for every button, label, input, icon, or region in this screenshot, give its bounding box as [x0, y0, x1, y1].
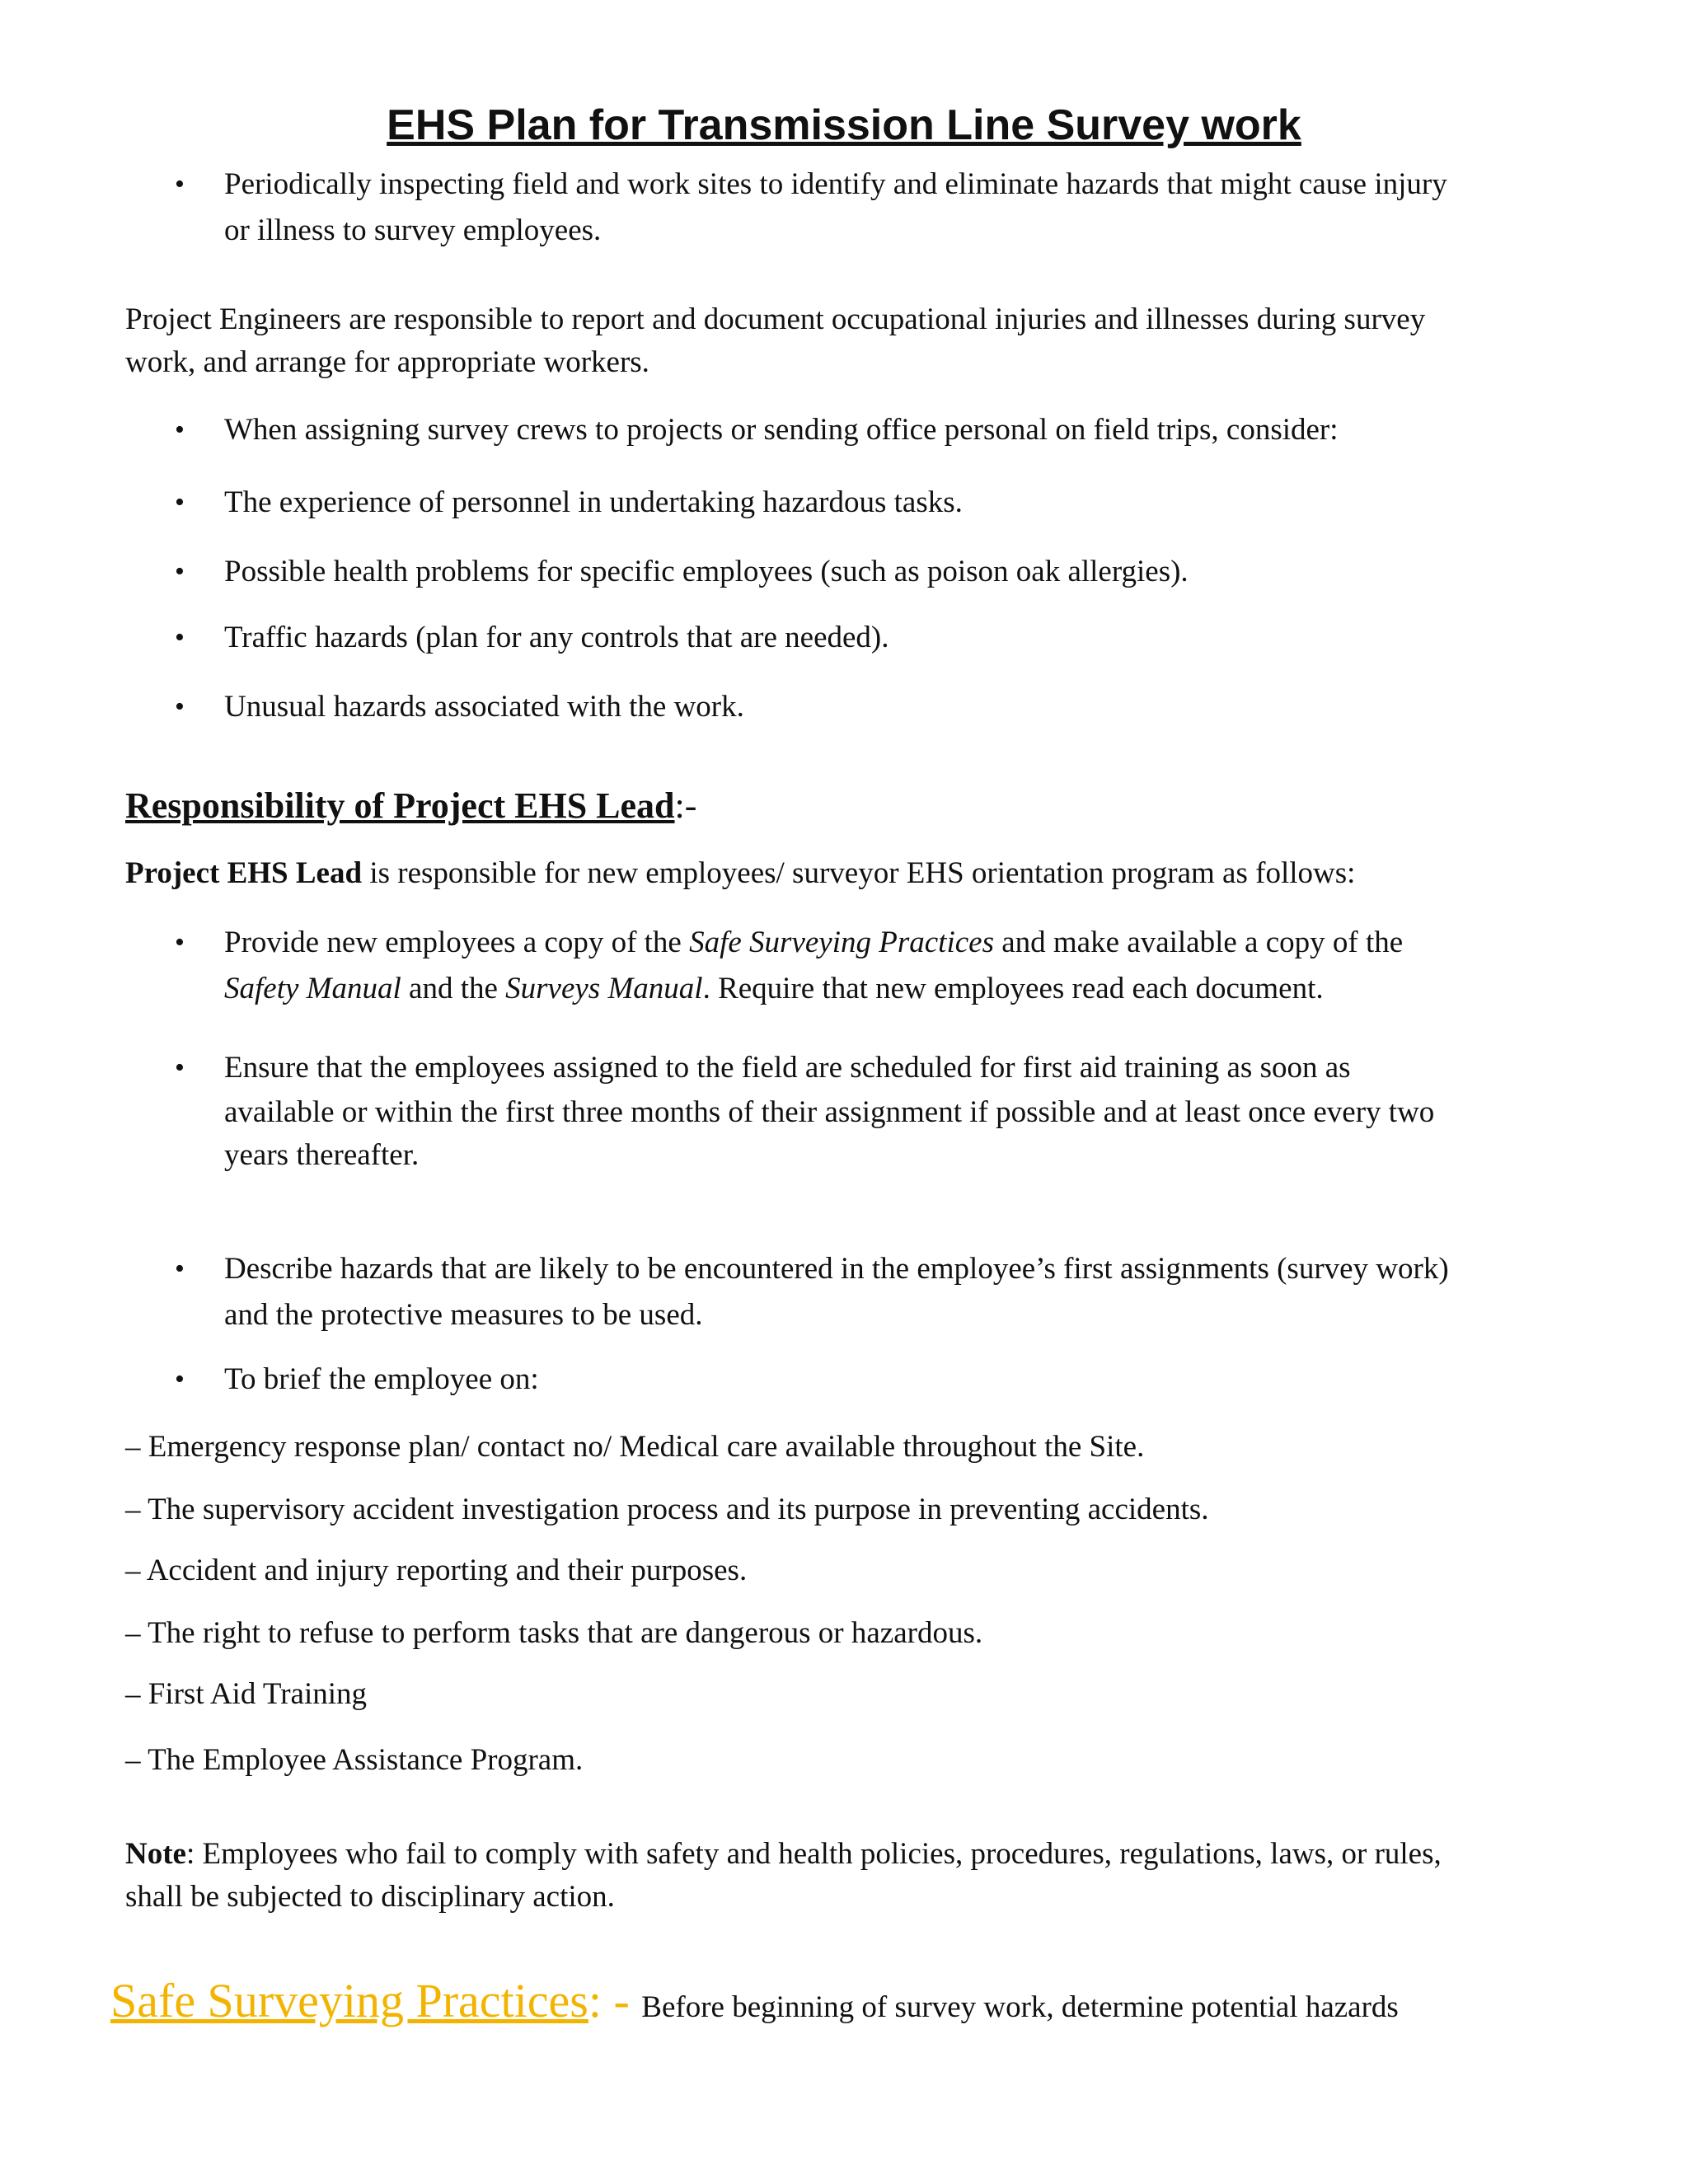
page-title: EHS Plan for Transmission Line Survey work [387, 101, 1301, 149]
section-heading-suffix: :- [674, 785, 697, 826]
bullet-dot: • [175, 1254, 185, 1284]
dash-item: – Emergency response plan/ contact no/ Medical care available throughout the Site. [125, 1430, 1145, 1464]
bullet-dot: • [175, 1052, 185, 1083]
text-run: and make available a copy of the [993, 926, 1404, 959]
doc-title-surveys-manual: Surveys Manual [505, 972, 703, 1005]
paragraph-line: Project Engineers are responsible to report and document occupational injuries and illnesses during survey [125, 302, 1426, 336]
section-heading [125, 780, 696, 832]
safe-heading-sep: : - [588, 1974, 642, 2027]
lead-text: is responsible for new employees/ surveyor EHS orientation program as follows: [362, 856, 1356, 890]
text-run: . Require that new employees read each document. [702, 972, 1324, 1005]
paragraph-line: work, and arrange for appropriate workers. [125, 345, 649, 379]
dash-item: – The supervisory accident investigation process and its purpose in preventing accidents. [125, 1493, 1209, 1526]
bullet-text: available or within the first three months of their assignment if possible and at least once every two [224, 1095, 1435, 1129]
bullet-text: or illness to survey employees. [224, 213, 602, 247]
bullet-text: Traffic hazards (plan for any controls that are needed). [224, 621, 889, 654]
bullet-dot: • [175, 622, 185, 653]
doc-title-safe-surveying: Safe Surveying Practices [689, 926, 994, 959]
bullet-text: and the protective measures to be used. [224, 1298, 703, 1332]
safe-practices-heading [110, 1970, 1399, 2039]
bullet-text: Describe hazards that are likely to be encountered in the employee’s first assignments (survey work) [224, 1252, 1449, 1286]
bullet-text: Periodically inspecting field and work sites to identify and eliminate hazards that might cause injury [224, 167, 1447, 201]
bullet-dot: • [175, 169, 185, 199]
bullet-text: Ensure that the employees assigned to the field are scheduled for first aid training as soon as [224, 1051, 1351, 1085]
safe-text: Before beginning of survey work, determine potential hazards [641, 1990, 1399, 2024]
bullet-dot: • [175, 691, 185, 722]
bullet-dot: • [175, 415, 185, 445]
note-text: : Employees who fail to comply with safety and health policies, procedures, regulations, laws, or rules, [185, 1837, 1442, 1871]
dash-item: – Accident and injury reporting and their purposes. [125, 1554, 748, 1587]
note-line: shall be subjected to disciplinary action. [125, 1880, 615, 1914]
bullet-dot: • [175, 1364, 185, 1394]
section-heading-text: Responsibility of Project EHS Lead [125, 785, 675, 826]
bullet-text: To brief the employee on: [224, 1362, 539, 1396]
bullet-text: Possible health problems for specific employees (such as poison oak allergies). [224, 555, 1189, 588]
bullet-text: The experience of personnel in undertaking hazardous tasks. [224, 485, 963, 519]
lead-paragraph [125, 851, 1568, 897]
dash-item: – The right to refuse to perform tasks that are dangerous or hazardous. [125, 1616, 983, 1650]
safe-heading-text: Safe Surveying Practices [110, 1974, 588, 2027]
bullet-dot: • [175, 487, 185, 518]
note-label: Note [125, 1837, 186, 1871]
bullet-dot: • [175, 556, 185, 587]
bullet-text: years thereafter. [224, 1138, 420, 1172]
bullet-text [224, 920, 1568, 966]
text-run: Provide new employees a copy of the [224, 926, 690, 959]
note-line [125, 1831, 1568, 1877]
lead-bold: Project EHS Lead [125, 856, 363, 890]
bullet-text: When assigning survey crews to projects or sending office personal on field trips, consider: [224, 413, 1339, 447]
bullet-dot: • [175, 927, 185, 958]
bullet-text: Unusual hazards associated with the work. [224, 690, 744, 724]
dash-item: – First Aid Training [125, 1677, 368, 1711]
dash-item: – The Employee Assistance Program. [125, 1743, 584, 1777]
bullet-text [224, 966, 1568, 1012]
doc-title-safety-manual: Safety Manual [224, 972, 401, 1005]
text-run: and the [401, 972, 506, 1005]
